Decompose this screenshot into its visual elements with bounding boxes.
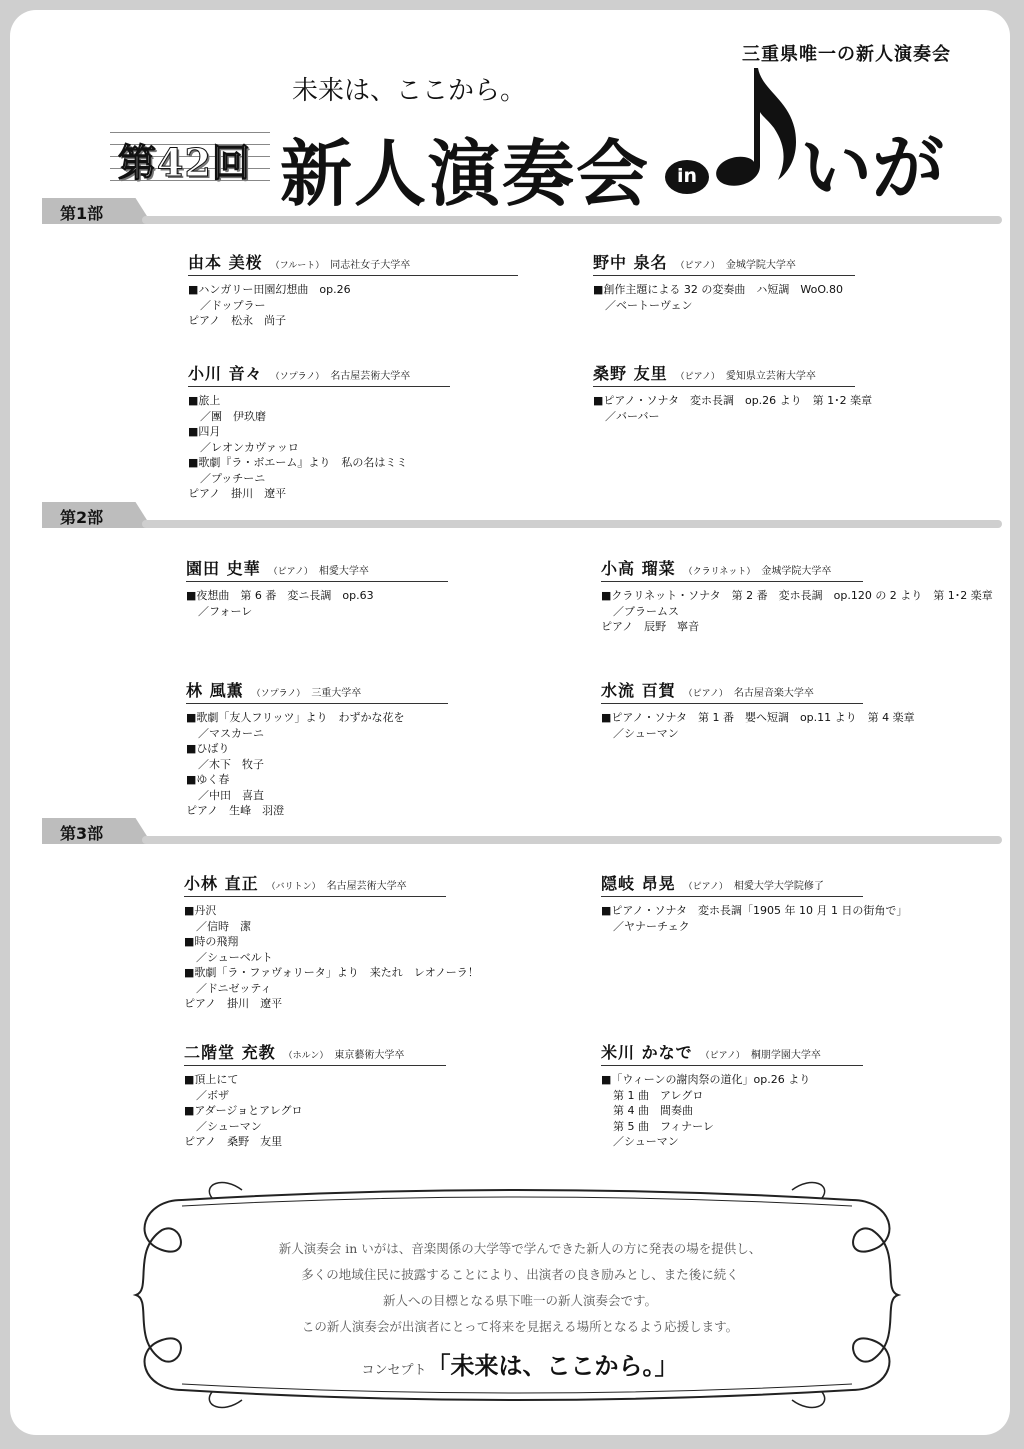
program-line: ／團 伊玖磨 [200, 409, 266, 423]
performer-card [184, 871, 479, 1012]
performer-card [601, 1040, 863, 1150]
section-2-label: 第2部 [60, 508, 104, 527]
program-line: ／ドップラー [200, 298, 266, 312]
performer-school: 金城学院大学卒 [725, 260, 796, 271]
performer-name: 由本 美桜 [188, 253, 263, 272]
performer-name: 野中 泉名 [593, 253, 668, 272]
program-line: ■旅上 [188, 394, 221, 407]
performer-instrument: （ホルン） [283, 1051, 329, 1061]
performer-instrument: （バリトン） [266, 882, 321, 892]
program-list [593, 393, 873, 424]
concept-text [170, 1236, 870, 1340]
program-line: ■丹沢 [184, 904, 217, 917]
performer-card [601, 871, 908, 934]
program-list [593, 282, 855, 313]
section-2-bar [42, 502, 1002, 532]
performer-header [593, 361, 855, 387]
program-line: ピアノ 掛川 遼平 [188, 487, 287, 500]
program-line: ■創作主題による 32 の変奏曲 ハ短調 WoO.80 [593, 283, 844, 296]
edition-number: 第42回 [118, 140, 251, 185]
program-line: 第 5 曲 フィナーレ [613, 1119, 714, 1133]
program-list [601, 1072, 863, 1150]
program-line: ピアノ 掛川 遼平 [184, 997, 283, 1010]
program-line: ／ベートーヴェン [605, 298, 693, 312]
performer-name: 隠岐 昂晃 [601, 874, 676, 893]
program-line: ／シューマン [613, 726, 679, 740]
section-1-bar [42, 198, 1002, 228]
iga-title: いが [800, 125, 945, 210]
program-list [186, 710, 448, 819]
program-line: 第 1 曲 アレグロ [613, 1088, 704, 1102]
section-1-label: 第1部 [60, 204, 104, 223]
performer-school: 相愛大学大学院修了 [733, 881, 824, 892]
program-line: ピアノ 松永 尚子 [188, 314, 287, 327]
program-line: ピアノ 生峰 羽澄 [186, 804, 285, 817]
program-line: ／信時 潔 [196, 919, 251, 933]
program-line: ／マスカーニ [198, 726, 264, 740]
program-list [186, 588, 448, 619]
program-line: ■歌劇『ラ・ボエーム』より 私の名はミミ [188, 456, 408, 469]
performer-instrument: （クラリネット） [683, 567, 756, 577]
concept-slogan [170, 1346, 870, 1381]
performer-header [184, 871, 446, 897]
section-3-label: 第3部 [60, 824, 104, 843]
concept-line: この新人演奏会が出演者にとって将来を見据える場所となるよう応援します。 [301, 1319, 739, 1334]
performer-name: 米川 かなで [601, 1043, 693, 1062]
performer-header [186, 678, 448, 704]
program-line: ／シューベルト [196, 950, 273, 964]
performer-header [186, 556, 448, 582]
program-line: ／バーバー [605, 409, 660, 423]
performer-instrument: （フルート） [270, 261, 325, 271]
performer-card [601, 678, 915, 741]
concept-slogan-text: 「未来は、ここから。」 [426, 1351, 679, 1380]
performer-school: 名古屋芸術大学卒 [330, 371, 411, 382]
performer-header [188, 361, 450, 387]
program-line: ■ゆく春 [186, 773, 230, 786]
performer-school: 三重大学卒 [311, 688, 362, 699]
performer-school: 名古屋芸術大学卒 [326, 881, 407, 892]
performer-card [593, 250, 855, 313]
performer-school: 東京藝術大学卒 [334, 1050, 405, 1061]
section-3-bar [42, 818, 1002, 848]
performer-instrument: （ピアノ） [683, 689, 728, 699]
performer-card [601, 556, 993, 635]
program-line: ／シューマン [613, 1135, 679, 1148]
performer-instrument: （ピアノ） [268, 567, 313, 577]
program-line: ／ボザ [196, 1088, 229, 1102]
main-title: 新人演奏会 [280, 131, 651, 216]
performer-school: 同志社女子大学卒 [330, 260, 411, 271]
performer-header [601, 871, 863, 897]
performer-instrument: （ピアノ） [683, 882, 728, 892]
concept-line: 新人への目標となる県下唯一の新人演奏会です。 [382, 1293, 657, 1308]
performer-card [186, 556, 448, 619]
performer-card [184, 1040, 446, 1150]
program-line: ■時の飛翔 [184, 935, 239, 948]
concept-line: 新人演奏会 in いがは、音楽関係の大学等で学んできた新人の方に発表の場を提供し、 [278, 1241, 762, 1256]
slogan: 未来は、ここから。 [292, 76, 527, 106]
performer-header [188, 250, 518, 276]
performer-name: 二階堂 充教 [184, 1043, 276, 1062]
performer-name: 林 風薫 [186, 681, 244, 700]
program-line: ／プッチーニ [200, 471, 266, 485]
program-list [184, 903, 479, 1012]
concept-line: 多くの地域住民に披露することにより、出演者の良き励みとし、また後に続く [301, 1267, 739, 1282]
performer-header [593, 250, 855, 276]
performer-school: 相愛大学卒 [318, 566, 369, 577]
program-line: ■「ウィーンの謝肉祭の道化」op.26 より [601, 1073, 811, 1086]
in-badge: in [665, 160, 709, 194]
performer-school: 金城学院大学卒 [761, 566, 832, 577]
program-line: ■頂上にて [184, 1073, 239, 1086]
performer-header [184, 1040, 446, 1066]
performer-name: 水流 百賀 [601, 681, 676, 700]
program-line: ／ドニゼッティ [196, 981, 272, 995]
program-line: 第 4 曲 間奏曲 [613, 1104, 693, 1117]
program-line: ピアノ 桑野 友里 [184, 1135, 283, 1148]
program-line: ／シューマン [196, 1119, 262, 1133]
program-list [601, 903, 908, 934]
performer-name: 小川 音々 [188, 364, 263, 383]
performer-card [188, 250, 518, 329]
program-line: ／レオンカヴァッロ [200, 440, 299, 454]
program-line: ／木下 牧子 [198, 757, 264, 771]
program-line: ■夜想曲 第 6 番 変ニ長調 op.63 [186, 589, 374, 602]
program-line: ■クラリネット・ソナタ 第 2 番 変ホ長調 op.120 の 2 より 第 1･2 楽章 [601, 589, 993, 602]
program-list [601, 710, 915, 741]
program-line: ■四月 [188, 425, 221, 438]
program-line: ■ピアノ・ソナタ 変ホ長調「1905 年 10 月 1 日の街角で」 [601, 904, 908, 917]
program-line: ■ひばり [186, 742, 230, 755]
tagline: 三重県唯一の新人演奏会 [742, 44, 951, 65]
performer-instrument: （ピアノ） [700, 1051, 745, 1061]
performer-instrument: （ピアノ） [675, 372, 720, 382]
performer-instrument: （ソプラノ） [270, 372, 325, 382]
performer-header [601, 556, 863, 582]
program-list [601, 588, 993, 635]
performer-header [601, 678, 863, 704]
concept-label: コンセプト [361, 1363, 427, 1378]
performer-name: 園田 史華 [186, 559, 261, 578]
program-line: ■歌劇「友人フリッツ」より わずかな花を [186, 711, 405, 724]
music-note-icon [700, 62, 810, 192]
performer-card [593, 361, 873, 424]
program-list [188, 393, 450, 502]
program-line: ／中田 喜直 [198, 788, 264, 802]
performer-name: 小高 瑠菜 [601, 559, 676, 578]
program-line: ■ハンガリー田園幻想曲 op.26 [188, 283, 351, 296]
program-line: ピアノ 辰野 寧音 [601, 620, 700, 633]
program-list [188, 282, 518, 329]
program-list [184, 1072, 446, 1150]
performer-card [188, 361, 450, 502]
performer-name: 小林 直正 [184, 874, 259, 893]
program-line: ■ピアノ・ソナタ 変ホ長調 op.26 より 第 1･2 楽章 [593, 394, 873, 407]
performer-school: 名古屋音楽大学卒 [733, 688, 814, 699]
program-line: ／ブラームス [613, 604, 679, 618]
performer-instrument: （ソプラノ） [251, 689, 306, 699]
program-line: ■アダージョとアレグロ [184, 1104, 303, 1117]
program-line: ／フォーレ [198, 604, 253, 618]
performer-card [186, 678, 448, 819]
performer-school: 桐朋学園大学卒 [750, 1050, 821, 1061]
flyer-sheet [10, 10, 1010, 1435]
performer-header [601, 1040, 863, 1066]
performer-school: 愛知県立芸術大学卒 [725, 371, 816, 382]
performer-instrument: （ピアノ） [675, 261, 720, 271]
performer-name: 桑野 友里 [593, 364, 668, 383]
program-line: ／ヤナーチェク [613, 919, 690, 933]
program-line: ■歌劇「ラ・ファヴォリータ」より 来たれ レオノーラ！ [184, 966, 479, 979]
program-line: ■ピアノ・ソナタ 第 1 番 嬰ヘ短調 op.11 より 第 4 楽章 [601, 711, 915, 724]
